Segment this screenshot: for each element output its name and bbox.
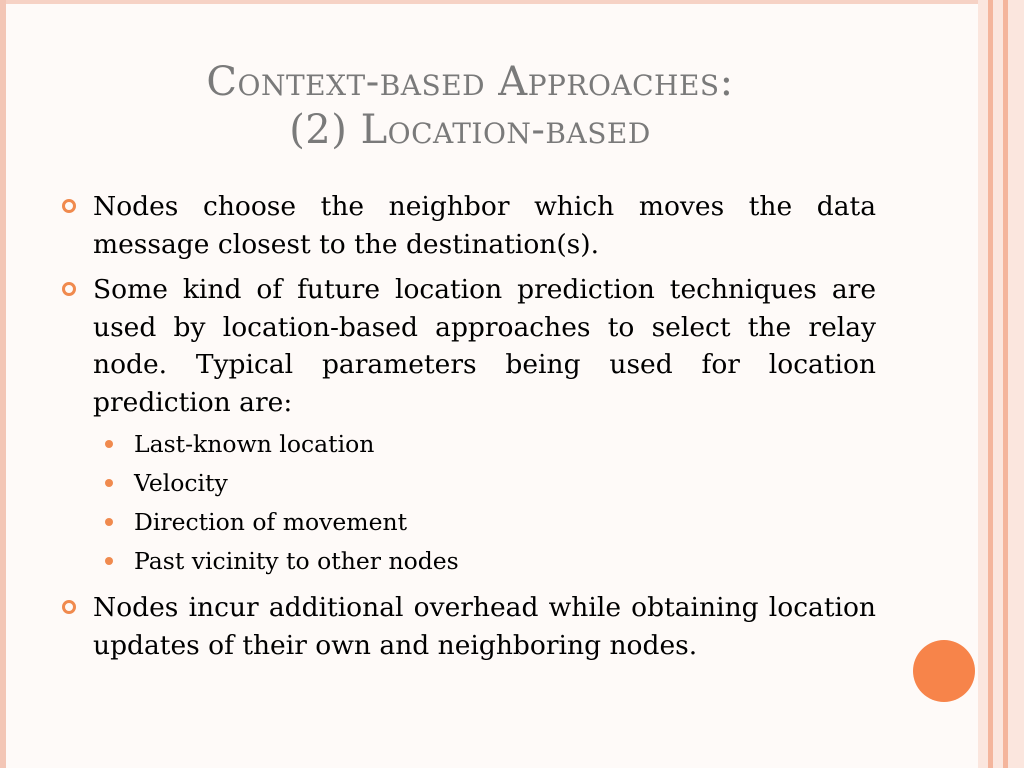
ring-bullet-icon <box>62 282 76 296</box>
bullet-list <box>62 188 876 672</box>
sub-bullet-item <box>93 464 876 503</box>
decorative-stripe <box>993 0 1003 768</box>
sub-bullet-item <box>93 503 876 542</box>
bullet-item <box>62 188 876 263</box>
ring-bullet-icon <box>62 600 76 614</box>
sub-bullet-list <box>93 425 876 581</box>
bullet-text: Nodes incur additional overhead while obtaining location updates of their own and neighboring nodes. <box>93 592 876 661</box>
decorative-stripe <box>978 0 988 768</box>
bullet-text: Some kind of future location prediction techniques are used by location-based approaches to select the relay node. Typical parameters being used for location prediction are: <box>93 274 876 418</box>
sub-bullet-text: Velocity <box>134 469 228 497</box>
sub-bullet-item <box>93 425 876 464</box>
bullet-item <box>62 589 876 664</box>
sub-bullet-text: Past vicinity to other nodes <box>134 547 459 575</box>
dot-bullet-icon <box>105 518 113 526</box>
ring-bullet-icon <box>62 199 76 213</box>
title-line-2: (2) Location-based <box>289 107 651 153</box>
slide-title <box>170 58 770 154</box>
title-line-1: Context-based Approaches: <box>206 59 734 105</box>
sub-bullet-text: Last-known location <box>134 430 375 458</box>
dot-bullet-icon <box>105 557 113 565</box>
decorative-circle <box>913 640 975 702</box>
bullet-text: Nodes choose the neighbor which moves the data message closest to the destination(s). <box>93 191 876 260</box>
dot-bullet-icon <box>105 479 113 487</box>
decorative-stripe <box>1008 0 1024 768</box>
bullet-item <box>62 271 876 581</box>
sub-bullet-item <box>93 542 876 581</box>
dot-bullet-icon <box>105 440 113 448</box>
sub-bullet-text: Direction of movement <box>134 508 408 536</box>
